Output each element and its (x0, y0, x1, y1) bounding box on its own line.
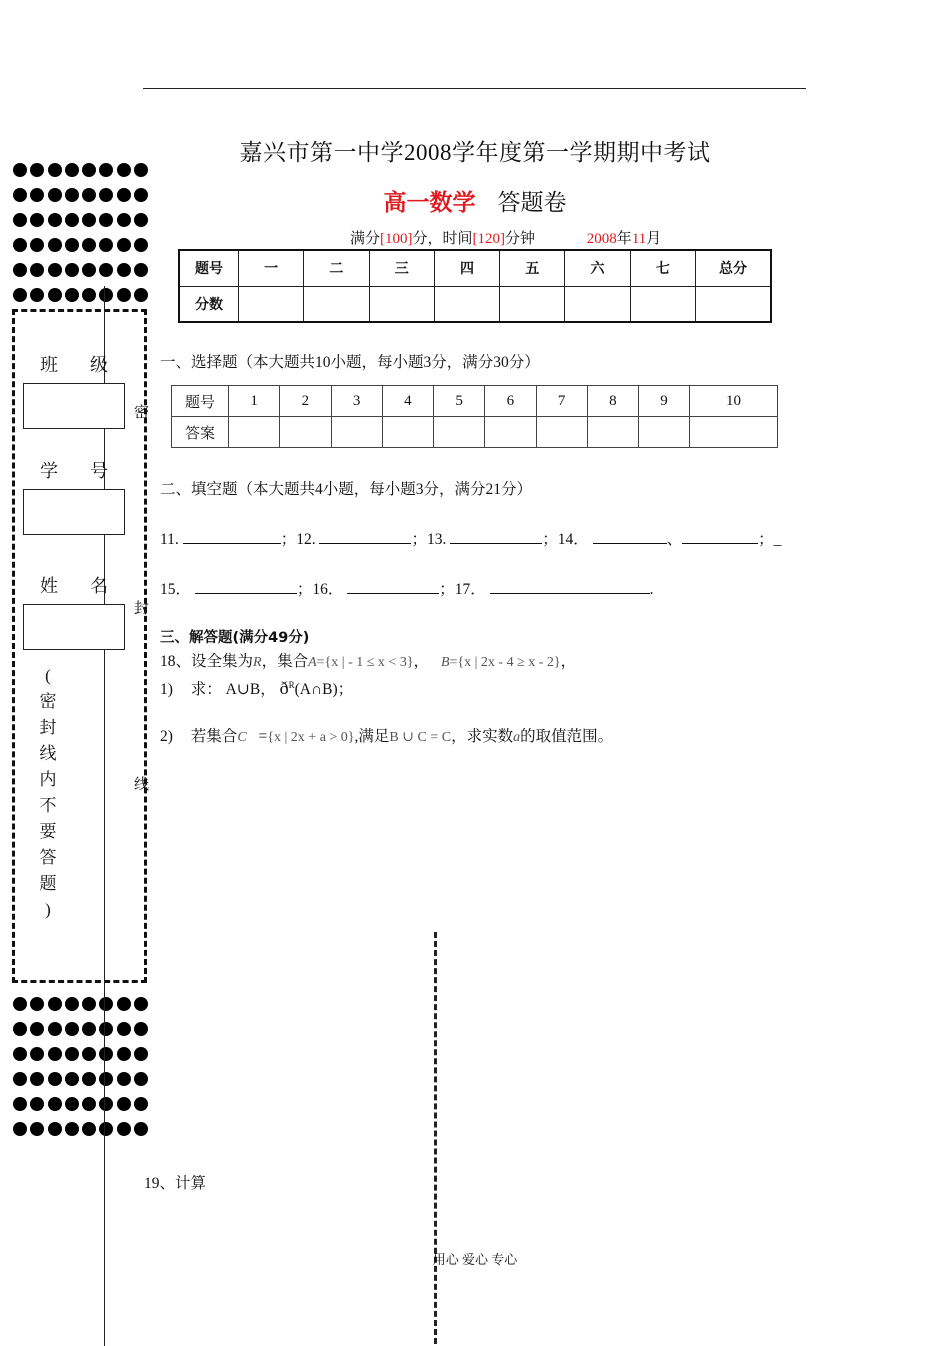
score-table-score-row (179, 286, 771, 322)
part2-equals: = (258, 728, 268, 745)
answer-number: 8 (587, 386, 638, 417)
part2-condition: B ∪ C = C (389, 730, 452, 745)
complement-symbol: ð (279, 678, 289, 698)
score-cell-header: 一 (239, 250, 304, 286)
student-id-label: 学号 (40, 461, 140, 481)
score-cell-blank[interactable] (434, 286, 499, 322)
center-dashed-line (434, 932, 437, 1344)
score-cell-blank[interactable] (239, 286, 304, 322)
q12-blank[interactable] (319, 529, 411, 544)
answer-cell[interactable] (639, 417, 690, 448)
q17-label: ；17． (439, 581, 486, 598)
answer-cell[interactable] (280, 417, 331, 448)
score-cell-header: 总分 (696, 250, 772, 286)
info-full-suffix: 分，时间 (412, 231, 473, 247)
answer-number: 2 (280, 386, 331, 417)
score-cell-blank[interactable] (630, 286, 695, 322)
dot-row (13, 1047, 148, 1063)
score-cell-header: 五 (500, 250, 565, 286)
seal-char-xian: 线 (134, 777, 150, 793)
part2-text: ，求实数 (451, 728, 514, 745)
answer-number: 3 (331, 386, 382, 417)
dot-row (13, 213, 148, 229)
subject-name: 高一数学 (383, 190, 476, 216)
q15-blank[interactable] (195, 579, 297, 594)
seal-char-feng: 封 (134, 601, 150, 617)
dot-row (13, 1097, 148, 1113)
answer-number: 6 (485, 386, 536, 417)
answer-cell[interactable] (485, 417, 536, 448)
line-end: ；_ (758, 531, 782, 548)
part2-set-c: {x | 2x + a > 0} (267, 730, 355, 745)
top-rule (143, 88, 806, 89)
q16-blank[interactable] (347, 579, 439, 594)
q14-blank-a[interactable] (593, 529, 667, 544)
score-cell-label: 分数 (179, 286, 239, 322)
section3-title: 三、解答题(满分49分) (160, 630, 310, 646)
q18-set-b: ={x | 2x - 4 ≥ x - 2} (449, 655, 561, 670)
q14-blank-b[interactable] (682, 529, 758, 544)
section1-title: 一、选择题（本大题共10小题，每小题3分，满分30分） (160, 354, 540, 371)
q15-label: 15． (160, 581, 192, 598)
answer-row-label: 题号 (172, 386, 229, 417)
info-full-prefix: 满分 (350, 231, 381, 247)
name-field[interactable] (23, 604, 125, 650)
dot-row (13, 997, 148, 1013)
info-full-value: [100] (380, 231, 413, 247)
q18-part2 (160, 724, 613, 746)
part2-set-c-name: C (237, 730, 247, 745)
answer-table-answer-row (172, 417, 778, 448)
dot-row (13, 1122, 148, 1138)
dot-row (13, 1022, 148, 1038)
answer-number: 7 (536, 386, 587, 417)
score-table-header-row (179, 250, 771, 286)
seal-char-mi: 密 (134, 405, 150, 421)
dot-row (13, 288, 148, 304)
part1-number: 1) (160, 681, 173, 698)
q18-text: ， (413, 653, 430, 670)
q12-label: ；12. (280, 531, 316, 548)
footer-motto: 用心 爱心 专心 (432, 1252, 518, 1267)
q14-separator: 、 (666, 531, 683, 548)
q14-label: ；14． (542, 531, 589, 548)
answer-table (171, 385, 778, 448)
class-field[interactable] (23, 383, 125, 429)
dot-row (13, 263, 148, 279)
answer-cell[interactable] (434, 417, 485, 448)
answer-number: 5 (434, 386, 485, 417)
info-year-suffix: 年 (616, 231, 632, 247)
q18-statement (160, 649, 576, 671)
answer-table-number-row (172, 386, 778, 417)
answer-cell[interactable] (536, 417, 587, 448)
name-label: 姓名 (40, 576, 140, 596)
q17-blank[interactable] (490, 579, 650, 594)
part2-text: ,满足 (354, 728, 390, 745)
student-id-field[interactable] (23, 489, 125, 535)
score-cell-header: 三 (369, 250, 434, 286)
score-cell-blank[interactable] (304, 286, 369, 322)
q19-title: 19、计算 (144, 1175, 207, 1192)
q18-universal-set: R (253, 655, 262, 670)
q18-text: 18、设全集为 (160, 653, 254, 670)
dot-row (13, 238, 148, 254)
part1-text: 求： A∪B， (190, 681, 276, 698)
q18-set-b-name: B (440, 655, 450, 670)
info-year: 2008 (586, 231, 617, 247)
q13-label: ；13. (411, 531, 447, 548)
answer-cell[interactable] (690, 417, 778, 448)
answer-cell[interactable] (587, 417, 638, 448)
answer-number: 4 (382, 386, 433, 417)
answer-number: 10 (690, 386, 778, 417)
dot-row (13, 188, 148, 204)
binding-line (104, 286, 105, 1346)
class-label: 班级 (40, 355, 140, 375)
part1-tail: (A∩B)； (294, 681, 354, 698)
dot-row (13, 163, 148, 179)
line-end: . (649, 581, 654, 598)
score-cell-header: 七 (630, 250, 695, 286)
score-cell-blank[interactable] (565, 286, 630, 322)
score-cell-header: 六 (565, 250, 630, 286)
info-time-value: [120] (472, 231, 506, 247)
score-table (178, 249, 772, 323)
score-cell-blank[interactable] (369, 286, 434, 322)
score-cell-label: 题号 (179, 250, 239, 286)
answer-cell[interactable] (229, 417, 280, 448)
exam-info (350, 227, 661, 248)
score-cell-header: 四 (434, 250, 499, 286)
dot-row (13, 1072, 148, 1088)
q16-label: ；16． (296, 581, 344, 598)
section2-title: 二、填空题（本大题共4小题，每小题3分，满分21分） (160, 481, 533, 498)
info-month: 11 (631, 231, 647, 247)
exam-title: 嘉兴市第一中学2008学年度第一学期期中考试 (239, 140, 711, 165)
answer-cell[interactable] (382, 417, 433, 448)
answer-number: 9 (639, 386, 690, 417)
q11-blank[interactable] (183, 529, 281, 544)
score-cell-blank[interactable] (696, 286, 772, 322)
part2-number: 2) (160, 728, 173, 745)
answer-number: 1 (229, 386, 280, 417)
q18-set-a: ={x | - 1 ≤ x < 3} (316, 655, 414, 670)
complement-subscript: R (288, 679, 295, 690)
score-cell-header: 二 (304, 250, 369, 286)
score-cell-blank[interactable] (500, 286, 565, 322)
paper-type: 答题卷 (497, 190, 567, 215)
seal-warning-vertical: ( 密 封 线 内 不 要 答 题 ) (39, 666, 57, 919)
q18-part1 (160, 677, 353, 699)
fill-line-1 (160, 527, 781, 549)
answer-row-label: 答案 (172, 417, 229, 448)
part2-text: 的取值范围。 (520, 728, 614, 745)
info-time-suffix: 分钟 (505, 231, 536, 247)
q18-text: ， (560, 653, 577, 670)
answer-cell[interactable] (331, 417, 382, 448)
info-month-suffix: 月 (646, 231, 662, 247)
fill-line-2 (160, 577, 654, 599)
q18-set-a-name: A (308, 655, 317, 670)
q11-label: 11. (160, 531, 179, 548)
part2-variable: a (513, 730, 521, 745)
q18-text: ，集合 (261, 653, 309, 670)
q13-blank[interactable] (450, 529, 542, 544)
part2-text: 若集合 (190, 728, 238, 745)
